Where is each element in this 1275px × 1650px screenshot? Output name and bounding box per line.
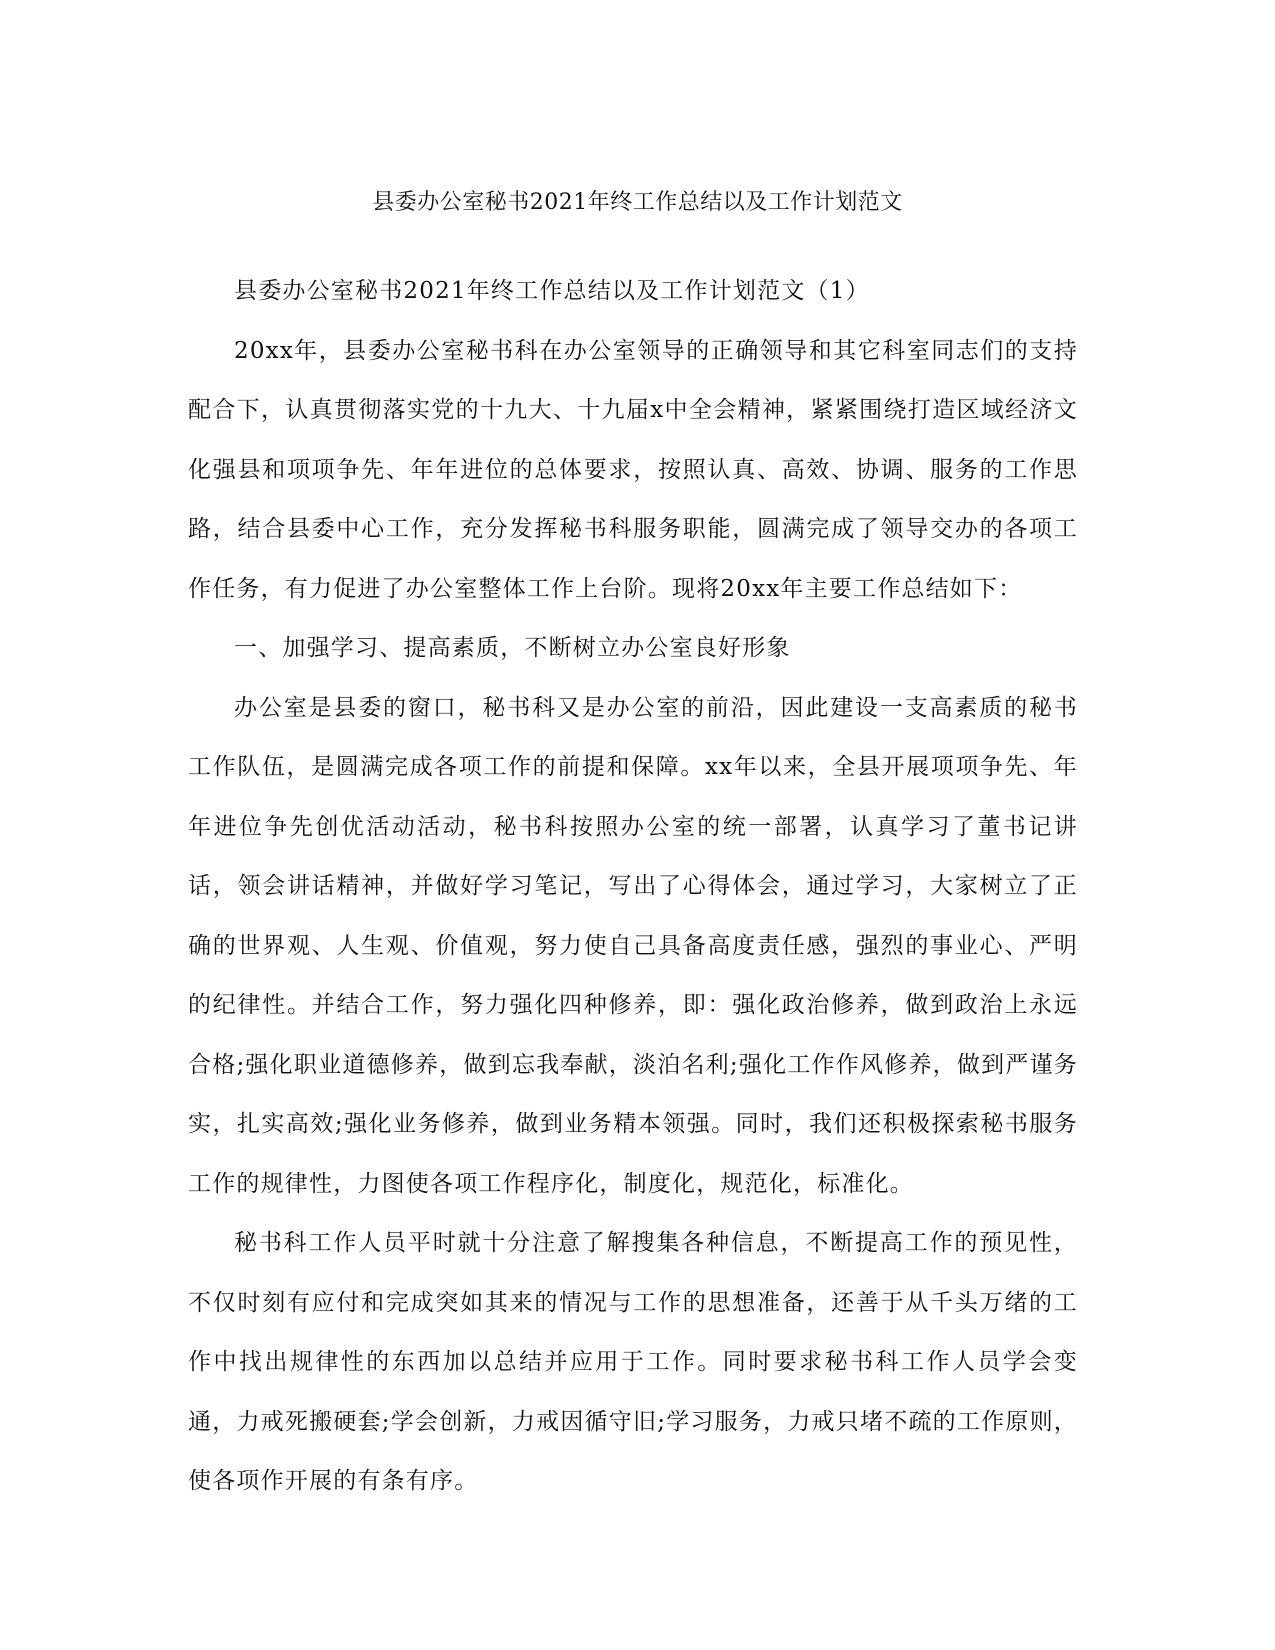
paragraph: 秘书科工作人员平时就十分注意了解搜集各种信息，不断提高工作的预见性，不仅时刻有应付和完成突如其来的情况与工作的思想准备，还善于从千头万绪的工作中找出规律性的东西加以总结并应用于工作。同时要求秘书科工作人员学会变通，力戒死搬硬套;学会创新，力戒因循守旧;学习服务，力戒只堵不疏的工作原则，使各项作开展的有条有序。 bbox=[188, 1230, 1078, 1494]
document-title: 县委办公室秘书2021年终工作总结以及工作计划范文 bbox=[372, 190, 903, 215]
paragraph: 办公室是县委的窗口，秘书科又是办公室的前沿，因此建设一支高素质的秘书工作队伍，是圆满完成各项工作的前提和保障。xx年以来，全县开展项项争先、年年进位争先创优活动活动，秘书科按照办公室的统一部署，认真学习了董书记讲话，领会讲话精神，并做好学习笔记，写出了心得体会，通过学习，大家树立了正确的世界观、人生观、价值观，努力使自己具备高度责任感，强烈的事业心、严明的纪律性。并结合工作，努力强化四种修养，即：强化政治修养，做到政治上永远合格;强化职业道德修养，做到忘我奉献，淡泊名利;强化工作作风修养，做到严谨务实，扎实高效;强化业务修养，做到业务精本领强。同时，我们还积极探索秘书服务工作的规律性，力图使各项工作程序化，制度化，规范化，标准化。 bbox=[188, 694, 1078, 1197]
document-body bbox=[188, 262, 1078, 1512]
paragraph: 20xx年，县委办公室秘书科在办公室领导的正确领导和其它科室同志们的支持配合下，认真贯彻落实党的十九大、十九届x中全会精神，紧紧围绕打造区域经济文化强县和项项争先、年年进位的总体要求，按照认真、高效、协调、服务的工作思路，结合县委中心工作，充分发挥秘书科服务职能，圆满完成了领导交办的各项工作任务，有力促进了办公室整体工作上台阶。现将20xx年主要工作总结如下： bbox=[188, 337, 1078, 602]
section-heading: 县委办公室秘书2021年终工作总结以及工作计划范文（1） bbox=[234, 278, 870, 304]
subsection-heading: 一、加强学习、提高素质，不断树立办公室良好形象 bbox=[234, 635, 791, 661]
